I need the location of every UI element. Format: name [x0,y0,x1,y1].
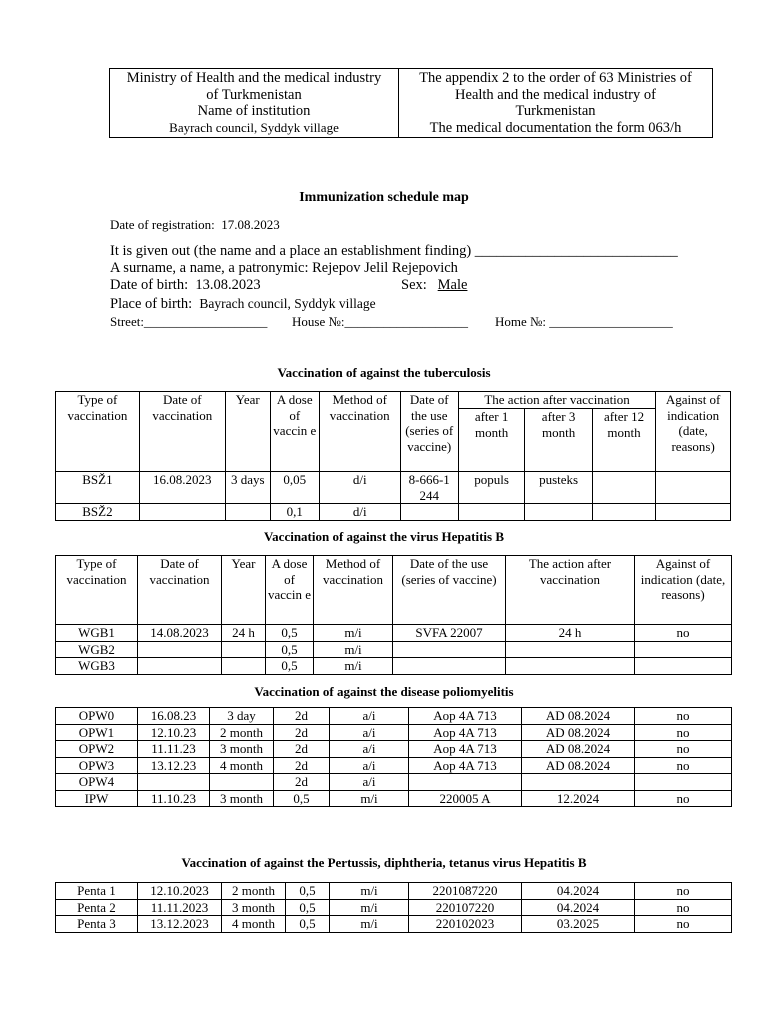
hepb-header-date: Date of vaccination [138,556,222,625]
table-cell: no [635,899,732,916]
table-cell [393,641,506,658]
table-cell: 04.2024 [522,883,635,900]
table-cell: Penta 3 [56,916,138,933]
sex-value: Male [437,277,468,293]
table-cell: 2d [274,757,330,774]
table-cell [409,774,522,791]
table-cell: 11.11.23 [138,741,210,758]
table-cell: a/i [330,708,409,725]
registration-line [110,216,280,233]
table-cell: OPW2 [56,741,138,758]
form-number: The medical documentation the form 063/h [429,119,682,136]
birth-date-line [110,277,261,294]
table-cell [506,658,635,675]
table-cell: BSŽ2 [56,504,140,521]
table-cell: 03.2025 [522,916,635,933]
penta-section-title: Vaccination of against the Pertussis, diphtheria, tetanus virus Hepatitis B [181,855,587,870]
table-cell: 0,1 [270,504,319,521]
table-cell: m/i [314,625,393,642]
institution-label: Name of institution [197,103,311,119]
registration-date: 17.08.2023 [221,217,280,232]
institution-name: Bayrach council, Syddyk village [169,119,339,135]
table-cell: 2 month [210,724,274,741]
table-cell: AD 08.2024 [522,757,635,774]
table-cell [138,774,210,791]
table-cell: m/i [314,658,393,675]
table-cell: 220107220 [409,899,522,916]
home-field: Home №: ___________________ [495,314,673,329]
table-cell [222,641,266,658]
table-row [56,790,732,807]
table-cell: 4 month [210,757,274,774]
table-cell: m/i [330,790,409,807]
table-cell: 3 month [210,741,274,758]
table-cell: populs [458,472,524,504]
table-cell: 16.08.23 [138,708,210,725]
table-cell: 3 day [210,708,274,725]
sex-label: Sex: [401,277,427,293]
table-cell: no [635,883,732,900]
table-cell: 2201087220 [409,883,522,900]
table-cell: 0,5 [266,658,314,675]
table-cell: no [635,741,732,758]
header-table [109,68,713,138]
table-cell: 0,5 [266,641,314,658]
hepb-header-year: Year [222,556,266,625]
table-cell: 12.10.23 [138,724,210,741]
table-cell: Penta 2 [56,899,138,916]
table-cell: a/i [330,774,409,791]
table-cell: 0,5 [266,625,314,642]
table-cell [592,504,655,521]
appendix-line: Health and the medical industry of [455,86,656,103]
tb-header-use: Date of the use (series of vaccine) [400,392,458,472]
polio-table [55,707,732,807]
table-cell [525,504,592,521]
table-cell: 0,5 [286,883,330,900]
hepb-header-type: Type of vaccination [56,556,138,625]
table-cell: BSŽ1 [56,472,140,504]
table-row [56,641,732,658]
table-cell: 2d [274,724,330,741]
table-cell: 12.2024 [522,790,635,807]
table-cell: 3 days [225,472,270,504]
table-cell: OPW4 [56,774,138,791]
ministry-cell [110,69,399,138]
table-cell: 220005 A [409,790,522,807]
table-cell: OPW1 [56,724,138,741]
tb-header-date: Date of vaccination [139,392,225,472]
patient-name: Rejepov Jelil Rejepovich [312,260,458,276]
table-row [56,883,732,900]
table-row [56,741,732,758]
table-cell [393,658,506,675]
table-cell: AD 08.2024 [522,724,635,741]
birth-place-line [110,295,376,313]
table-cell: a/i [330,741,409,758]
table-cell: 12.10.2023 [138,883,222,900]
table-cell: 13.12.23 [138,757,210,774]
table-cell [222,658,266,675]
table-cell: Aop 4A 713 [409,757,522,774]
table-cell: d/i [319,472,400,504]
table-cell: Aop 4A 713 [409,741,522,758]
birth-date-label: Date of birth: [110,277,189,293]
table-cell: 24 h [506,625,635,642]
table-row [56,504,731,521]
table-cell: 2d [274,741,330,758]
table-cell: m/i [330,899,409,916]
birth-place: Bayrach council, Syddyk village [199,296,376,311]
hepb-header-against: Against of indication (date, reasons) [635,556,732,625]
appendix-line: Turkmenistan [515,103,596,119]
appendix-line: The appendix 2 to the order of 63 Ministries of [419,70,692,86]
table-cell [656,504,731,521]
table-cell: Aop 4A 713 [409,708,522,725]
table-cell: no [635,625,732,642]
table-cell: 14.08.2023 [138,625,222,642]
tb-header-after-3: after 3 month [525,409,592,472]
tb-table [55,391,731,521]
tb-header-type: Type of vaccination [56,392,140,472]
table-cell: 04.2024 [522,899,635,916]
ministry-line: Ministry of Health and the medical industry [126,70,382,86]
given-out-line: It is given out (the name and a place an establishment finding) ____________________________ [110,243,678,259]
table-cell: 220102023 [409,916,522,933]
house-field: House №:___________________ [292,314,468,329]
table-cell: OPW3 [56,757,138,774]
polio-section-title: Vaccination of against the disease poliomyelitis [254,684,514,699]
table-cell: m/i [330,916,409,933]
table-cell: Penta 1 [56,883,138,900]
table-cell: pusteks [525,472,592,504]
hepb-section-title: Vaccination of against the virus Hepatitis B [263,529,505,544]
street-field: Street:___________________ [110,314,268,329]
table-cell [656,472,731,504]
document-title: Immunization schedule map [299,190,469,205]
table-cell: no [635,916,732,933]
table-cell: a/i [330,757,409,774]
hepb-header-dose: A dose of vaccin e [266,556,314,625]
table-cell: 13.12.2023 [138,916,222,933]
table-cell: no [635,724,732,741]
table-cell [506,641,635,658]
table-cell: 2 month [222,883,286,900]
tb-header-dose: A dose of vaccin e [270,392,319,472]
table-row [56,916,732,933]
table-cell: Aop 4A 713 [409,724,522,741]
hepb-header-use: Date of the use (series of vaccine) [393,556,506,625]
table-cell: m/i [330,883,409,900]
patient-name-line [110,260,458,277]
table-cell: IPW [56,790,138,807]
table-cell: d/i [319,504,400,521]
sex-line [401,277,467,294]
tb-header-method: Method of vaccination [319,392,400,472]
table-cell [592,472,655,504]
tb-header-year: Year [225,392,270,472]
appendix-cell [399,69,713,138]
table-cell: 0,5 [286,916,330,933]
table-cell [635,641,732,658]
table-cell: 24 h [222,625,266,642]
table-cell: SVFA 22007 [393,625,506,642]
table-row [56,724,732,741]
registration-label: Date of registration: [110,217,215,232]
table-row [56,774,732,791]
table-cell: WGB3 [56,658,138,675]
table-cell: 11.11.2023 [138,899,222,916]
hepb-header-action: The action after vaccination [506,556,635,625]
table-cell [522,774,635,791]
tb-header-after-12: after 12 month [592,409,655,472]
table-cell: 0,5 [274,790,330,807]
table-cell: WGB2 [56,641,138,658]
table-cell: 0,05 [270,472,319,504]
table-cell: OPW0 [56,708,138,725]
table-cell: 0,5 [286,899,330,916]
table-row [56,757,732,774]
table-row [56,708,732,725]
table-cell [635,658,732,675]
table-cell: 3 month [222,899,286,916]
table-cell: 8-666-1 244 [400,472,458,504]
table-cell: AD 08.2024 [522,741,635,758]
table-cell: 4 month [222,916,286,933]
birth-date: 13.08.2023 [195,277,261,293]
tb-header-against: Against of indication (date, reasons) [656,392,731,472]
table-cell: no [635,757,732,774]
tb-header-action: The action after vaccination [458,392,655,409]
table-cell: 11.10.23 [138,790,210,807]
table-cell: AD 08.2024 [522,708,635,725]
table-cell: no [635,790,732,807]
table-cell [635,774,732,791]
table-cell [400,504,458,521]
table-cell: m/i [314,641,393,658]
table-cell: no [635,708,732,725]
table-row [56,472,731,504]
table-cell [138,641,222,658]
table-row [56,658,732,675]
table-cell [139,504,225,521]
ministry-line: of Turkmenistan [206,86,302,103]
table-cell [210,774,274,791]
table-row [56,625,732,642]
table-cell: 2d [274,774,330,791]
table-cell [458,504,524,521]
table-row [56,899,732,916]
penta-table [55,882,732,933]
hepb-table [55,555,732,675]
table-cell [225,504,270,521]
table-cell: a/i [330,724,409,741]
table-cell: 2d [274,708,330,725]
table-cell: WGB1 [56,625,138,642]
table-cell: 3 month [210,790,274,807]
hepb-header-method: Method of vaccination [314,556,393,625]
table-cell: 16.08.2023 [139,472,225,504]
tb-section-title: Vaccination of against the tuberculosis [277,365,491,380]
table-cell [138,658,222,675]
birth-place-label: Place of birth: [110,296,193,312]
tb-header-after-1: after 1 month [458,409,524,472]
patient-name-label: A surname, a name, a patronymic: [110,260,309,276]
